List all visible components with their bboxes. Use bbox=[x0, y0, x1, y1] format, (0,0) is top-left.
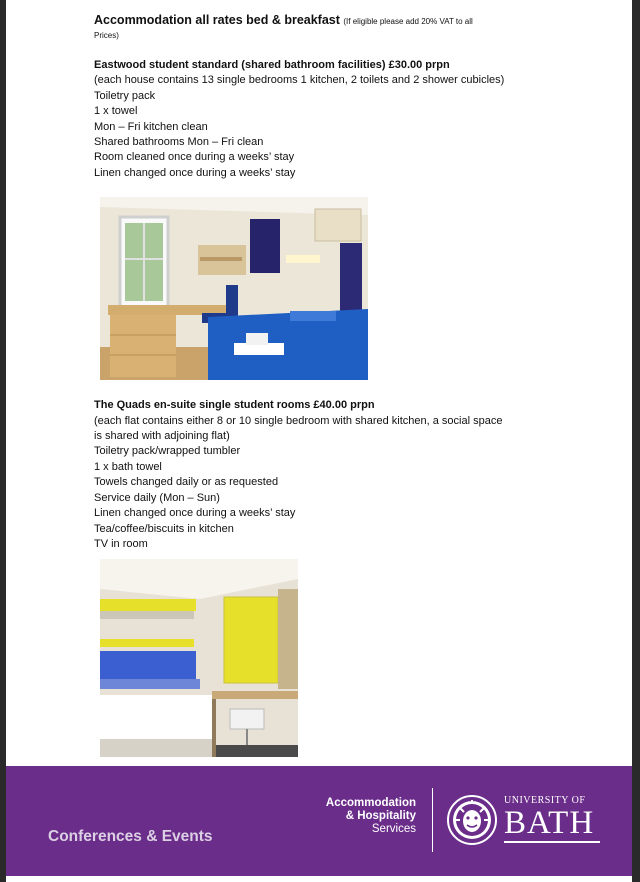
acc-line-1: Accommodation bbox=[325, 797, 416, 809]
quads-line: (each flat contains either 8 or 10 single bedroom with shared kitchen, a social space bbox=[94, 414, 503, 427]
footer-divider bbox=[432, 788, 433, 852]
quads-line: 1 x bath towel bbox=[94, 460, 162, 473]
bath-underline bbox=[504, 841, 600, 843]
eastwood-line: 1 x towel bbox=[94, 105, 138, 118]
eastwood-line: Room cleaned once during a weeks’ stay bbox=[94, 151, 295, 164]
eastwood-heading: Eastwood student standard (shared bathroom facilities) £30.00 prpn bbox=[94, 59, 450, 71]
quads-line: Toiletry pack/wrapped tumbler bbox=[94, 445, 241, 458]
eastwood-line: Mon – Fri kitchen clean bbox=[94, 120, 208, 133]
university-of-label: UNIVERSITY OF bbox=[504, 795, 586, 806]
quads-line: TV in room bbox=[94, 537, 148, 550]
eastwood-line: Toiletry pack bbox=[94, 89, 156, 102]
quads-heading: The Quads en-suite single student rooms £40.00 prpn bbox=[94, 399, 375, 412]
vat-note-continued: Prices) bbox=[94, 31, 119, 40]
page-title bbox=[94, 12, 534, 30]
quads-line: is shared with adjoining flat) bbox=[94, 430, 230, 443]
acc-line-3: Services bbox=[371, 823, 416, 835]
quads-line: Tea/coffee/biscuits in kitchen bbox=[94, 522, 234, 535]
bath-wordmark: BATH bbox=[504, 805, 595, 841]
quads-room-photo bbox=[100, 559, 298, 757]
quads-line: Linen changed once during a weeks’ stay bbox=[94, 507, 296, 520]
footer-banner bbox=[6, 766, 632, 876]
eastwood-line: (each house contains 13 single bedrooms 1 kitchen, 2 toilets and 2 shower cubicles) bbox=[94, 74, 505, 87]
eastwood-line: Shared bathrooms Mon – Fri clean bbox=[94, 136, 264, 149]
eastwood-room-photo bbox=[100, 197, 368, 380]
acc-line-2: & Hospitality bbox=[345, 810, 416, 822]
quads-line: Service daily (Mon – Sun) bbox=[94, 491, 220, 504]
quads-line: Towels changed daily or as requested bbox=[94, 476, 279, 489]
eastwood-line: Linen changed once during a weeks’ stay bbox=[94, 166, 296, 179]
conferences-events-label: Conferences & Events bbox=[48, 828, 213, 845]
title-text: Accommodation all rates bed & breakfast bbox=[94, 13, 340, 27]
vat-note: (If eligible please add 20% VAT to all bbox=[343, 17, 473, 26]
accommodation-services-label bbox=[326, 797, 416, 836]
university-seal-icon bbox=[446, 794, 498, 846]
